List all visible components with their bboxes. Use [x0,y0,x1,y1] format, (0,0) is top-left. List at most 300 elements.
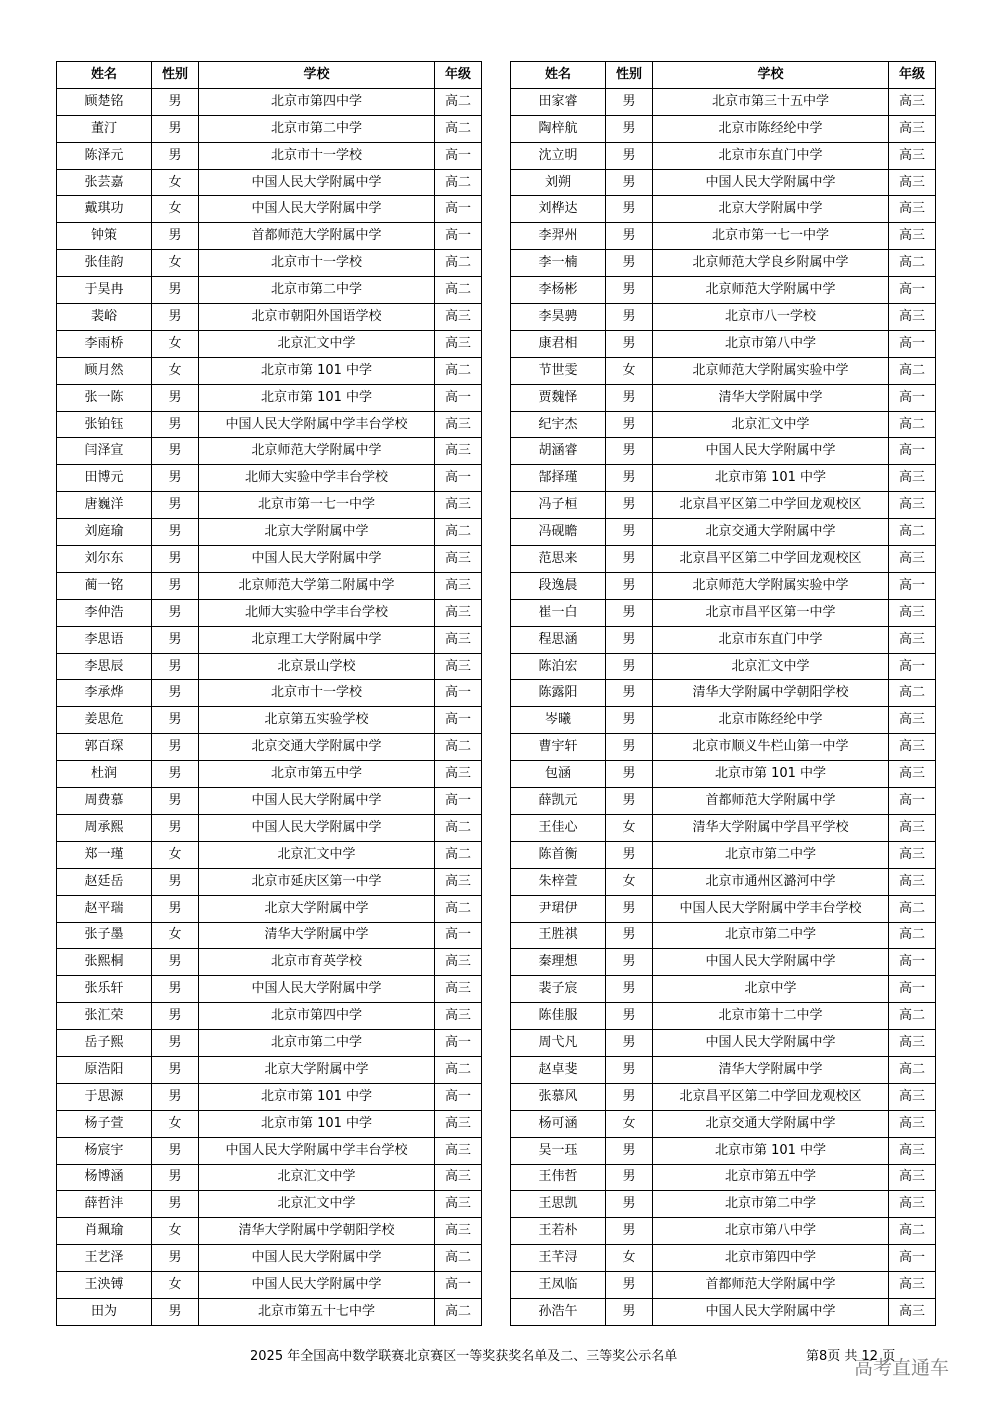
cell-grade: 高三 [889,196,936,223]
cell-school: 北京市第二中学 [199,115,435,142]
cell-grade: 高一 [889,949,936,976]
cell-gender: 男 [606,465,653,492]
cell-name: 董汀 [57,115,152,142]
table-row [57,115,482,142]
cell-gender: 女 [152,169,199,196]
cell-school: 中国人民大学附属中学 [653,1030,889,1057]
table-row [57,1272,482,1299]
cell-gender: 男 [152,814,199,841]
cell-school: 北京市第 101 中学 [199,357,435,384]
cell-gender: 男 [606,653,653,680]
table-row [57,1245,482,1272]
table-header-row [511,62,936,89]
cell-grade: 高一 [435,788,482,815]
cell-name: 朱梓萱 [511,868,606,895]
cell-grade: 高三 [889,223,936,250]
cell-name: 沈立明 [511,142,606,169]
cell-name: 郭百琛 [57,734,152,761]
cell-name: 田博元 [57,465,152,492]
table-row [511,1137,936,1164]
cell-school: 北京理工大学附属中学 [199,626,435,653]
cell-grade: 高三 [889,841,936,868]
cell-school: 中国人民大学附属中学 [199,169,435,196]
cell-school: 北京市第二中学 [653,1191,889,1218]
cell-gender: 男 [152,707,199,734]
cell-name: 李羿州 [511,223,606,250]
cell-name: 杨子萱 [57,1110,152,1137]
table-row [511,599,936,626]
cell-gender: 男 [152,761,199,788]
cell-name: 杨可涵 [511,1110,606,1137]
cell-gender: 女 [606,1110,653,1137]
table-row [511,88,936,115]
cell-gender: 女 [606,357,653,384]
cell-school: 北京汇文中学 [653,411,889,438]
cell-gender: 男 [606,976,653,1003]
cell-school: 北京市顺义牛栏山第一中学 [653,734,889,761]
cell-gender: 女 [152,1218,199,1245]
cell-name: 裴子宸 [511,976,606,1003]
table-row [57,1110,482,1137]
cell-school: 中国人民大学附属中学丰台学校 [199,1137,435,1164]
cell-name: 张子墨 [57,922,152,949]
cell-gender: 男 [606,115,653,142]
cell-name: 孙浩午 [511,1298,606,1325]
table-row [511,1030,936,1057]
table-row [57,949,482,976]
cell-name: 郑一瑾 [57,841,152,868]
cell-grade: 高二 [435,357,482,384]
cell-school: 清华大学附属中学 [653,1056,889,1083]
cell-school: 北京市第二中学 [653,922,889,949]
cell-name: 戴琪功 [57,196,152,223]
cell-name: 李思语 [57,626,152,653]
cell-gender: 男 [606,169,653,196]
table-row [57,1137,482,1164]
cell-grade: 高三 [435,492,482,519]
cell-gender: 男 [152,626,199,653]
cell-gender: 女 [152,330,199,357]
cell-school: 北京市朝阳外国语学校 [199,304,435,331]
table-row [57,761,482,788]
cell-grade: 高三 [889,868,936,895]
cell-name: 程思涵 [511,626,606,653]
table-row [57,922,482,949]
cell-grade: 高三 [435,653,482,680]
cell-grade: 高二 [889,922,936,949]
cell-gender: 男 [606,895,653,922]
cell-name: 王胜祺 [511,922,606,949]
cell-gender: 男 [606,1030,653,1057]
cell-grade: 高一 [435,1030,482,1057]
cell-school: 北京第五实验学校 [199,707,435,734]
cell-school: 北京交通大学附属中学 [199,734,435,761]
table-row [57,169,482,196]
cell-grade: 高三 [435,1137,482,1164]
table-row [511,707,936,734]
cell-gender: 男 [152,599,199,626]
cell-name: 李昊骋 [511,304,606,331]
cell-name: 吴一珏 [511,1137,606,1164]
cell-school: 北京市通州区潞河中学 [653,868,889,895]
cell-name: 张铂钰 [57,411,152,438]
table-row [511,465,936,492]
table-row [57,519,482,546]
cell-grade: 高一 [435,196,482,223]
cell-grade: 高二 [889,1003,936,1030]
cell-gender: 男 [152,976,199,1003]
cell-name: 钟策 [57,223,152,250]
cell-name: 张乐轩 [57,976,152,1003]
cell-school: 北京交通大学附属中学 [653,519,889,546]
header-grade: 年级 [435,62,482,89]
cell-name: 岳子熙 [57,1030,152,1057]
cell-gender: 男 [606,546,653,573]
cell-name: 于思源 [57,1083,152,1110]
cell-grade: 高三 [435,626,482,653]
cell-name: 周承熙 [57,814,152,841]
cell-gender: 男 [152,895,199,922]
cell-school: 北京市陈经纶中学 [653,115,889,142]
cell-name: 顾楚铭 [57,88,152,115]
table-row [57,304,482,331]
cell-grade: 高三 [889,1272,936,1299]
cell-name: 王艺泽 [57,1245,152,1272]
cell-name: 秦理想 [511,949,606,976]
cell-grade: 高一 [889,330,936,357]
cell-name: 尹珺伊 [511,895,606,922]
cell-school: 北京市第一七一中学 [199,492,435,519]
cell-school: 清华大学附属中学 [653,384,889,411]
cell-school: 北京市陈经纶中学 [653,707,889,734]
cell-gender: 男 [152,1137,199,1164]
cell-grade: 高二 [889,250,936,277]
cell-gender: 男 [606,707,653,734]
cell-gender: 男 [152,411,199,438]
page-number: 第8页 共 12 页 [806,1349,896,1364]
cell-gender: 男 [606,1137,653,1164]
cell-gender: 女 [152,922,199,949]
cell-name: 康君相 [511,330,606,357]
cell-school: 中国人民大学附属中学 [199,814,435,841]
cell-grade: 高三 [435,1003,482,1030]
cell-gender: 女 [152,250,199,277]
cell-gender: 男 [606,734,653,761]
cell-name: 原浩阳 [57,1056,152,1083]
cell-school: 北京市第二中学 [199,1030,435,1057]
cell-gender: 男 [606,1298,653,1325]
cell-school: 北京市第四中学 [199,1003,435,1030]
table-row [57,1191,482,1218]
cell-gender: 男 [152,1083,199,1110]
cell-gender: 男 [606,1191,653,1218]
cell-grade: 高三 [889,1164,936,1191]
table-row [57,868,482,895]
cell-grade: 高二 [435,734,482,761]
cell-grade: 高三 [435,761,482,788]
table-row [511,304,936,331]
cell-grade: 高三 [889,169,936,196]
cell-grade: 高二 [435,519,482,546]
cell-grade: 高一 [435,922,482,949]
cell-grade: 高三 [889,734,936,761]
cell-school: 中国人民大学附属中学 [199,976,435,1003]
cell-grade: 高三 [435,976,482,1003]
table-row [511,1272,936,1299]
cell-name: 唐巍洋 [57,492,152,519]
cell-gender: 男 [152,868,199,895]
cell-gender: 男 [606,788,653,815]
table-row [57,788,482,815]
cell-gender: 男 [606,1272,653,1299]
cell-school: 北京汇文中学 [653,653,889,680]
cell-grade: 高三 [889,1030,936,1057]
cell-school: 首都师范大学附属中学 [199,223,435,250]
cell-name: 王芊浔 [511,1245,606,1272]
cell-gender: 男 [152,492,199,519]
cell-gender: 男 [152,1164,199,1191]
cell-school: 北京市第五中学 [653,1164,889,1191]
cell-school: 中国人民大学附属中学 [653,1298,889,1325]
cell-school: 北京市第二中学 [199,277,435,304]
cell-gender: 男 [152,680,199,707]
table-row [511,1191,936,1218]
cell-name: 刘尔东 [57,546,152,573]
cell-school: 中国人民大学附属中学丰台学校 [653,895,889,922]
table-header-row [57,62,482,89]
cell-name: 于昊冉 [57,277,152,304]
cell-grade: 高一 [435,1272,482,1299]
cell-name: 范思来 [511,546,606,573]
cell-school: 北京市昌平区第一中学 [653,599,889,626]
cell-name: 王若朴 [511,1218,606,1245]
cell-gender: 男 [606,223,653,250]
cell-school: 北京昌平区第二中学回龙观校区 [653,546,889,573]
cell-school: 北京师范大学良乡附属中学 [653,250,889,277]
cell-school: 北京师范大学附属实验中学 [653,572,889,599]
cell-school: 北京昌平区第二中学回龙观校区 [653,1083,889,1110]
cell-grade: 高一 [889,976,936,1003]
cell-school: 北京市第 101 中学 [653,465,889,492]
table-row [511,814,936,841]
table-row [511,357,936,384]
cell-name: 杨博涵 [57,1164,152,1191]
cell-school: 北京市东直门中学 [653,626,889,653]
cell-name: 纪宇杰 [511,411,606,438]
table-row [511,411,936,438]
cell-gender: 女 [606,814,653,841]
cell-name: 张芸嘉 [57,169,152,196]
cell-grade: 高三 [435,438,482,465]
cell-school: 清华大学附属中学朝阳学校 [199,1218,435,1245]
cell-gender: 男 [152,519,199,546]
cell-gender: 女 [606,1245,653,1272]
table-row [57,88,482,115]
cell-school: 北京大学附属中学 [653,196,889,223]
cell-grade: 高三 [889,304,936,331]
cell-grade: 高二 [435,814,482,841]
cell-school: 北京大学附属中学 [199,895,435,922]
table-row [511,1083,936,1110]
cell-grade: 高三 [435,949,482,976]
cell-school: 中国人民大学附属中学 [653,169,889,196]
table-row [511,115,936,142]
cell-name: 陶梓航 [511,115,606,142]
cell-gender: 男 [152,1056,199,1083]
table-row [57,330,482,357]
table-row [57,1003,482,1030]
cell-gender: 男 [152,115,199,142]
cell-name: 段逸晨 [511,572,606,599]
cell-gender: 男 [606,384,653,411]
cell-gender: 男 [606,841,653,868]
cell-gender: 男 [606,88,653,115]
cell-grade: 高一 [889,438,936,465]
table-row [57,707,482,734]
table-row [511,546,936,573]
roster-table-right [510,61,936,1326]
cell-grade: 高二 [889,357,936,384]
cell-grade: 高三 [889,142,936,169]
cell-school: 北京昌平区第二中学回龙观校区 [653,492,889,519]
cell-gender: 男 [152,1298,199,1325]
table-row [511,788,936,815]
cell-name: 曹宇轩 [511,734,606,761]
cell-name: 赵廷岳 [57,868,152,895]
cell-gender: 男 [606,761,653,788]
cell-school: 北京市第 101 中学 [653,1137,889,1164]
cell-gender: 女 [152,196,199,223]
cell-school: 北京汇文中学 [199,1191,435,1218]
cell-school: 北京汇文中学 [199,330,435,357]
table-row [57,142,482,169]
cell-gender: 男 [606,1003,653,1030]
table-row [511,1164,936,1191]
table-row [57,1218,482,1245]
table-row [57,1083,482,1110]
table-row [511,142,936,169]
cell-name: 闫泽宣 [57,438,152,465]
cell-gender: 男 [152,546,199,573]
table-row [57,895,482,922]
cell-school: 中国人民大学附属中学 [199,196,435,223]
cell-name: 陈首衡 [511,841,606,868]
cell-name: 薛哲沣 [57,1191,152,1218]
cell-name: 陈泽元 [57,142,152,169]
table-row [57,546,482,573]
cell-gender: 男 [152,438,199,465]
table-row [511,572,936,599]
cell-grade: 高二 [889,519,936,546]
table-row [511,653,936,680]
cell-name: 陈泊宏 [511,653,606,680]
cell-school: 清华大学附属中学朝阳学校 [653,680,889,707]
table-row [57,841,482,868]
cell-grade: 高三 [435,330,482,357]
cell-gender: 男 [606,1218,653,1245]
cell-gender: 男 [152,1003,199,1030]
cell-grade: 高三 [889,546,936,573]
cell-school: 北京市十一学校 [199,680,435,707]
table-row [511,761,936,788]
cell-school: 中国人民大学附属中学 [199,546,435,573]
cell-grade: 高三 [889,1191,936,1218]
cell-gender: 男 [606,196,653,223]
cell-gender: 女 [152,357,199,384]
cell-school: 北京市八一学校 [653,304,889,331]
cell-grade: 高三 [889,492,936,519]
cell-name: 裴峪 [57,304,152,331]
table-row [511,438,936,465]
header-grade: 年级 [889,62,936,89]
header-gender: 性别 [152,62,199,89]
cell-grade: 高一 [435,384,482,411]
cell-name: 薛凯元 [511,788,606,815]
cell-school: 中国人民大学附属中学 [199,788,435,815]
cell-gender: 男 [606,142,653,169]
header-gender: 性别 [606,62,653,89]
cell-name: 冯子桓 [511,492,606,519]
cell-gender: 男 [152,142,199,169]
cell-school: 首都师范大学附属中学 [653,788,889,815]
header-school: 学校 [653,62,889,89]
table-row [511,1056,936,1083]
cell-gender: 男 [152,949,199,976]
header-school: 学校 [199,62,435,89]
table-row [57,653,482,680]
cell-grade: 高二 [435,1298,482,1325]
cell-name: 胡涵睿 [511,438,606,465]
cell-school: 北京师范大学附属中学 [653,277,889,304]
cell-gender: 男 [606,1164,653,1191]
cell-gender: 男 [606,277,653,304]
cell-school: 清华大学附属中学昌平学校 [653,814,889,841]
table-row [511,734,936,761]
cell-name: 崔一白 [511,599,606,626]
cell-name: 刘桦达 [511,196,606,223]
cell-school: 北京市第 101 中学 [653,761,889,788]
cell-name: 李雨桥 [57,330,152,357]
cell-school: 北京市第五中学 [199,761,435,788]
cell-gender: 男 [606,330,653,357]
cell-name: 包涵 [511,761,606,788]
cell-grade: 高一 [435,1083,482,1110]
cell-gender: 男 [606,922,653,949]
cell-gender: 男 [152,572,199,599]
cell-grade: 高二 [435,250,482,277]
cell-grade: 高一 [435,142,482,169]
cell-grade: 高一 [435,465,482,492]
header-name: 姓名 [511,62,606,89]
cell-grade: 高二 [435,895,482,922]
table-row [57,250,482,277]
cell-grade: 高一 [435,680,482,707]
cell-school: 北师大实验中学丰台学校 [199,599,435,626]
table-row [511,1298,936,1325]
cell-name: 陈佳服 [511,1003,606,1030]
cell-school: 北京市第三十五中学 [653,88,889,115]
table-row [57,357,482,384]
cell-school: 北京市第四中学 [653,1245,889,1272]
cell-name: 王凤临 [511,1272,606,1299]
table-row [511,1003,936,1030]
table-row [57,277,482,304]
cell-gender: 男 [606,250,653,277]
cell-grade: 高二 [889,680,936,707]
cell-gender: 男 [152,1030,199,1057]
cell-school: 北京市第八中学 [653,330,889,357]
roster-body-right [511,88,936,1325]
